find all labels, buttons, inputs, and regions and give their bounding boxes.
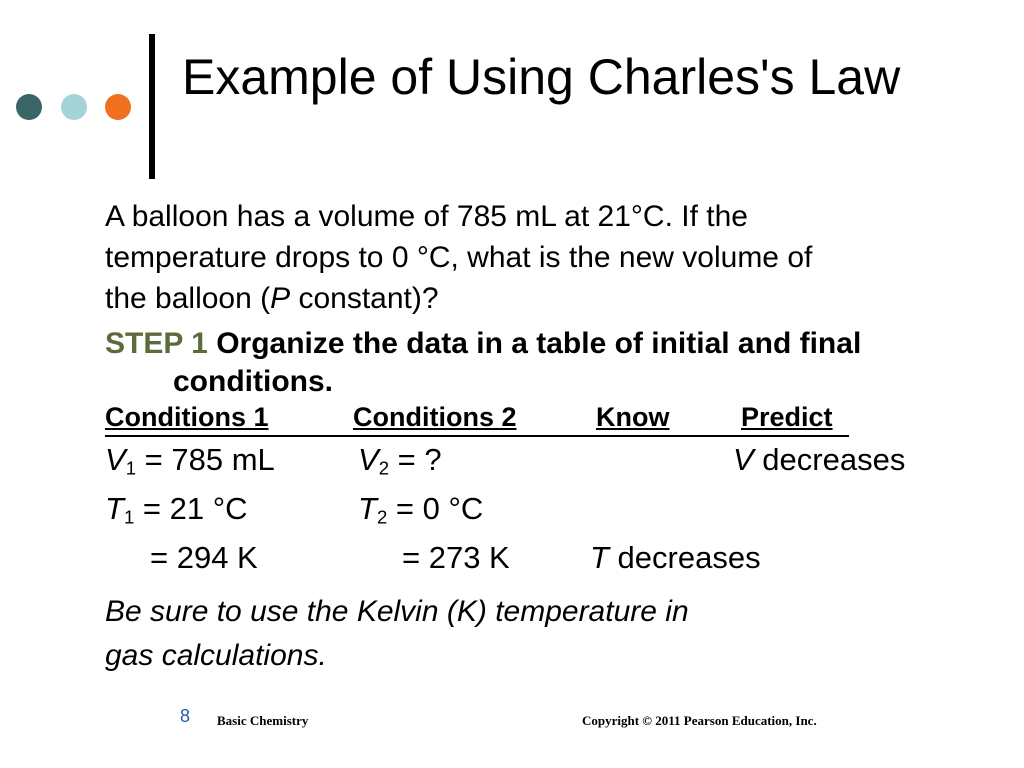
title-divider-bar (149, 34, 155, 179)
kelvin-note (105, 590, 805, 678)
v1-cell: $V_1 = 785$ mL (105, 442, 275, 479)
header-know: Know (596, 402, 670, 432)
k2-cell: = 273 K (402, 540, 510, 575)
decor-dot-dark-teal (16, 94, 42, 120)
slide-number: 8 (180, 706, 191, 726)
problem-line-3-start: the balloon ( (105, 282, 271, 315)
problem-line-3-end: constant)? (290, 282, 439, 315)
step-instruction: Organize the data in a table of initial and final (216, 327, 862, 360)
decor-dot-orange (105, 94, 131, 120)
header-conditions-1: Conditions 1 (105, 402, 269, 432)
t-know-cell: T decreases (590, 540, 761, 575)
header-underline (105, 435, 849, 437)
t2-cell: $T_2 = 0$ °C (358, 491, 484, 528)
problem-line-1: A balloon has a volume of 785 mL at 21°C. If the (105, 200, 748, 233)
note-line-1: Be sure to use the Kelvin (K) temperature in (105, 595, 689, 628)
footer-copyright: Copyright © 2011 Pearson Education, Inc. (582, 713, 817, 728)
slide-title: Example of Using Charles's Law (182, 49, 901, 105)
v2-cell: $V_2$ = ? (358, 442, 442, 479)
v-predict-cell: V decreases (733, 442, 906, 477)
step-1 (105, 325, 985, 401)
decor-dot-light-teal (61, 94, 87, 120)
step-label: STEP 1 (105, 327, 208, 360)
header-conditions-2: Conditions 2 (353, 402, 517, 432)
t1-cell: $T_1 = 21$ °C (105, 491, 248, 528)
header-predict: Predict (741, 402, 833, 432)
pressure-variable: P (270, 282, 291, 315)
note-line-2: gas calculations. (105, 639, 327, 672)
problem-statement (105, 196, 985, 319)
footer-book-title: Basic Chemistry (217, 713, 309, 728)
step-instruction-cont: conditions. (173, 365, 333, 398)
problem-line-2: temperature drops to 0 °C, what is the new volume of (105, 241, 813, 274)
k1-cell: = 294 K (150, 540, 258, 575)
